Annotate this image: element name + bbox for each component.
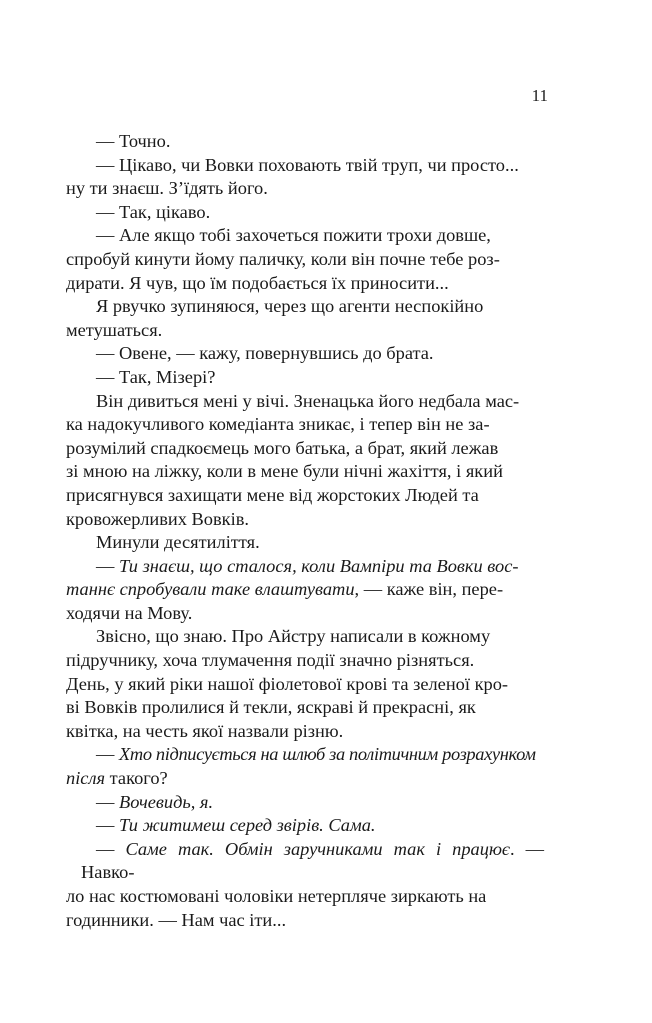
text-line: підручнику, хоча тлумачення події значно різняться. [66,650,475,671]
paragraph [81,531,544,555]
paragraph [81,791,544,815]
dash: — [96,555,119,576]
text-line: — Але якщо тобі захочеться пожити трохи довше, [96,225,491,246]
paragraph [81,130,544,154]
page-number: 11 [531,86,548,105]
text-line: ходячи на Мову. [66,602,193,623]
text-line: Він дивиться мені у вічі. Зненацька його недбала мас- [96,390,520,411]
text-line: кровожерливих Вовків. [66,508,250,529]
paragraph [81,366,544,390]
text-line: квітка, на честь якої назвали різню. [66,720,344,741]
italic-text: таннє спробували таке влаштувати [66,579,355,600]
paragraph [66,295,544,342]
paragraph [66,743,544,790]
text-line: розумілий спадкоємець мого батька, а брат, який лежав [66,437,499,458]
paragraph [81,814,544,838]
italic-text: після [66,768,106,789]
italic-text: Хто підписується на шлюб за політичним розрахунком [119,744,536,765]
text-line: . — Навко- [81,838,544,883]
paragraph [66,390,544,532]
text-line: , — каже він, пере- [354,579,504,600]
dash: — [96,791,119,812]
text-line: метушаться. [66,319,163,340]
text-line: Звісно, що знаю. Про Айстру написали в кожному [96,626,491,647]
italic-text: Ти житимеш серед звірів. Сама. [119,815,376,836]
italic-text: Вочевидь, я. [119,791,214,812]
text-line: ло нас костюмовані чоловіки нетерпляче зиркають на [66,886,487,906]
text-line: — Цікаво, чи Вовки поховають твій труп, чи просто... [96,154,519,175]
text-line: Я рвучко зупиняюся, через що агенти неспокійно [96,296,484,317]
paragraph [66,555,544,626]
body-text [66,130,544,932]
text-line: — Так, Мізері? [96,366,216,387]
text-line: — Так, цікаво. [96,201,211,222]
paragraph [66,224,544,295]
paragraph [81,201,544,225]
dash: — [96,815,119,836]
text-line: ві Вовків пролилися й текли, яскраві й прекрасні, як [66,697,476,718]
text-line: такого? [105,768,168,789]
text-line: спробуй кинути йому паличку, коли він почне тебе роз- [66,248,500,269]
text-line: годинники. — Нам час іти... [66,909,287,930]
italic-text: Ти знаєш, що сталося, коли Вампіри та Вовки вос- [119,555,519,576]
italic-text: Саме так. Обмін заручниками так і працює [125,838,510,859]
text-line: ну ти знаєш. З’їдять його. [66,178,268,199]
text-line: дирати. Я чув, що їм подобається їх приносити... [66,272,449,293]
text-line: присягнувся захищати мене від жорстоких Людей та [66,484,479,505]
paragraph [66,838,544,932]
text-line: — Овене, — кажу, повернувшись до брата. [96,343,434,364]
text-line: День, у який ріки нашої фіолетової крові та зеленої кро- [66,673,509,694]
text-line: — Точно. [96,131,171,151]
paragraph [81,342,544,366]
paragraph [66,154,544,201]
text-line: Минули десятиліття. [96,532,260,553]
paragraph [66,625,544,743]
text-line: зі мною на ліжку, коли в мене були нічні жахіття, і який [66,461,503,482]
text-line: ка надокучливого комедіанта зникає, і тепер він не за- [66,414,490,435]
dash: — [96,838,126,859]
dash: — [96,744,119,765]
